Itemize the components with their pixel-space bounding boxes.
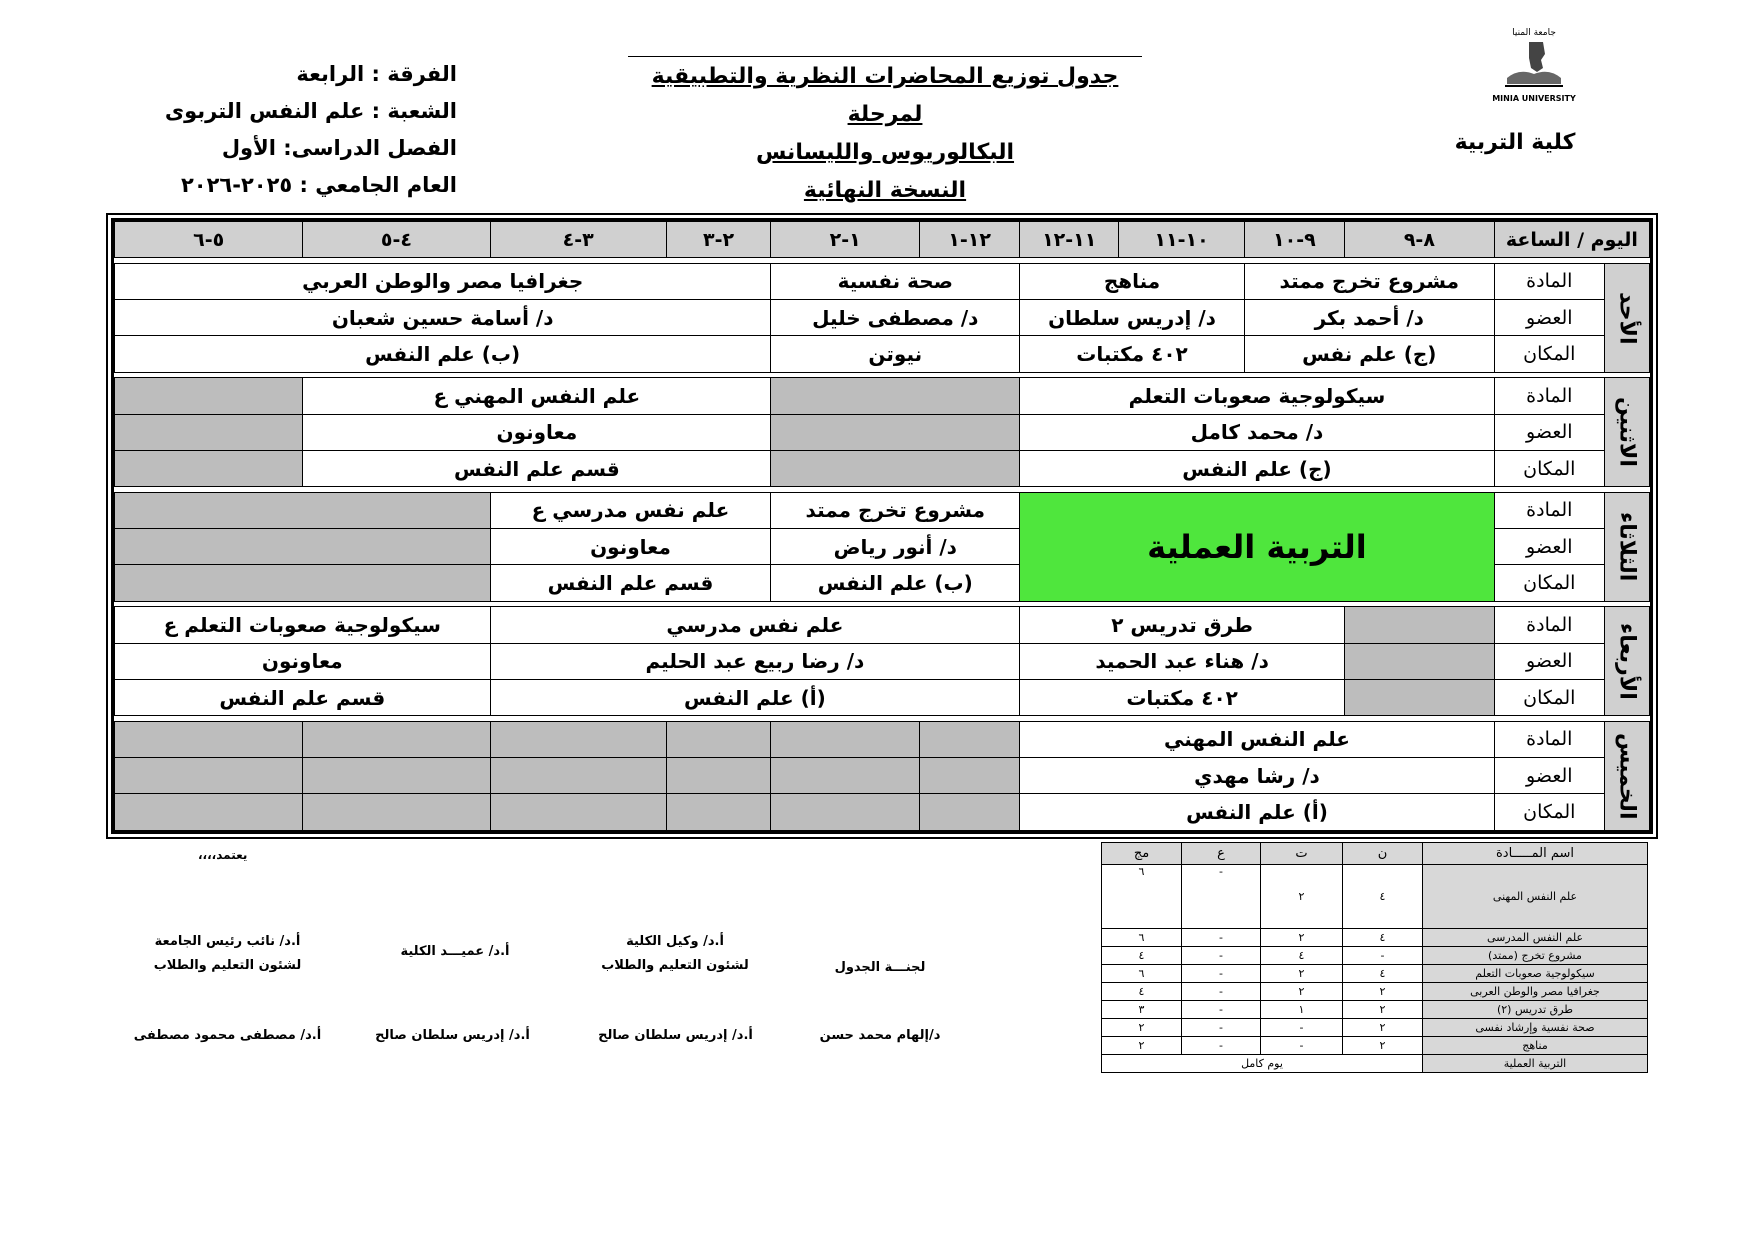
hour-cell: ٥-٦ bbox=[115, 222, 303, 258]
sunday-member-row bbox=[115, 300, 1650, 336]
empty-cell bbox=[115, 378, 303, 414]
empty-cell bbox=[771, 414, 1020, 450]
summary-value: ١ bbox=[1261, 1001, 1343, 1019]
title-line-1: جدول توزيع المحاضرات النظرية والتطبيقية لمرحلة bbox=[651, 64, 1119, 127]
course-cell: علم النفس المهني bbox=[1020, 721, 1495, 757]
summary-value: - bbox=[1343, 947, 1423, 965]
monday-place-row bbox=[115, 450, 1650, 486]
empty-cell bbox=[115, 529, 491, 565]
member-cell: د/ أحمد بكر bbox=[1244, 300, 1494, 336]
day-tuesday: الثلاثاء bbox=[1604, 492, 1649, 601]
thursday-member-row bbox=[115, 757, 1650, 793]
summary-value: ٤ bbox=[1343, 965, 1423, 983]
summary-course-name: سيكولوجية صعوبات التعلم bbox=[1423, 965, 1648, 983]
wednesday-subject-row bbox=[115, 607, 1650, 643]
college-name: كلية التربية bbox=[1454, 130, 1576, 155]
row-label: المكان bbox=[1494, 794, 1604, 831]
wednesday-place-row bbox=[115, 679, 1650, 715]
member-cell: د/ محمد كامل bbox=[1020, 414, 1495, 450]
summary-course-name: جغرافيا مصر والوطن العربى bbox=[1423, 983, 1648, 1001]
row-label: المكان bbox=[1494, 450, 1604, 486]
empty-cell bbox=[115, 565, 491, 601]
hours-header-row bbox=[115, 222, 1650, 258]
title-line-3: النسخة النهائية bbox=[803, 178, 967, 203]
empty-cell bbox=[919, 757, 1019, 793]
course-cell: صحة نفسية bbox=[771, 263, 1020, 299]
course-cell: علم النفس المهني ع bbox=[303, 378, 771, 414]
member-cell: د/ أنور رياض bbox=[771, 529, 1020, 565]
empty-cell bbox=[115, 414, 303, 450]
summary-value: ٢ bbox=[1102, 1019, 1182, 1037]
summary-row bbox=[1102, 1001, 1648, 1019]
empty-cell bbox=[115, 721, 303, 757]
summary-row bbox=[1102, 947, 1648, 965]
summary-value: - bbox=[1261, 1019, 1343, 1037]
place-cell: قسم علم النفس bbox=[490, 565, 771, 601]
empty-cell bbox=[666, 757, 771, 793]
course-cell: جغرافيا مصر والوطن العربي bbox=[115, 263, 771, 299]
summary-value: ٤ bbox=[1102, 983, 1182, 1001]
summary-value: - bbox=[1182, 947, 1261, 965]
summary-value: ٢ bbox=[1261, 865, 1343, 929]
summary-value: ٢ bbox=[1343, 983, 1423, 1001]
dean-signature: أ.د/ عميـــد الكلية bbox=[400, 944, 510, 959]
course-cell: علم نفس مدرسي bbox=[490, 607, 1020, 643]
empty-cell bbox=[771, 450, 1020, 486]
place-cell: قسم علم النفس bbox=[115, 679, 491, 715]
approval-label: يعتمد،،،، bbox=[198, 848, 248, 862]
row-label: المادة bbox=[1494, 721, 1604, 757]
empty-cell bbox=[919, 794, 1019, 831]
empty-cell bbox=[303, 721, 490, 757]
vice-president-name: أ.د/ مصطفى محمود مصطفى bbox=[133, 1028, 322, 1043]
summary-value: ٦ bbox=[1102, 865, 1182, 929]
empty-cell bbox=[1345, 607, 1495, 643]
row-label: المادة bbox=[1494, 492, 1604, 528]
summary-value: - bbox=[1182, 983, 1261, 1001]
summary-value: يوم كامل bbox=[1102, 1055, 1423, 1073]
summary-value: ٤ bbox=[1343, 929, 1423, 947]
vice-president-signature bbox=[140, 930, 315, 978]
university-logo: جامعة المنيا MINIA UNIVERSITY bbox=[1492, 28, 1576, 103]
empty-cell bbox=[115, 757, 303, 793]
sunday-place-row bbox=[115, 336, 1650, 372]
committee-signature bbox=[800, 956, 960, 980]
semester-line: الفصل الدراسى: الأول bbox=[221, 136, 457, 160]
empty-cell bbox=[666, 794, 771, 831]
place-cell: ٤٠٢ مكتبات bbox=[1020, 679, 1345, 715]
hour-cell: ١٢-١ bbox=[919, 222, 1019, 258]
row-label: المادة bbox=[1494, 263, 1604, 299]
hour-cell: ١٠-١١ bbox=[1119, 222, 1245, 258]
summary-value: - bbox=[1182, 1037, 1261, 1055]
empty-cell bbox=[490, 794, 666, 831]
empty-cell bbox=[303, 794, 490, 831]
summary-value: ٤ bbox=[1261, 947, 1343, 965]
practical-education-cell: التربية العملية bbox=[1020, 492, 1495, 601]
vice-dean-signature bbox=[590, 930, 760, 978]
empty-cell bbox=[771, 721, 920, 757]
place-cell: (ج) علم نفس bbox=[1244, 336, 1494, 372]
summary-value: ٢ bbox=[1343, 1037, 1423, 1055]
place-cell: (أ) علم النفس bbox=[1020, 794, 1495, 831]
summary-value: ٢ bbox=[1261, 929, 1343, 947]
summary-course-name: مشروع تخرج (ممتد) bbox=[1423, 947, 1648, 965]
summary-value: - bbox=[1182, 1001, 1261, 1019]
summary-header-cell: ن bbox=[1343, 843, 1423, 865]
summary-value: ٤ bbox=[1102, 947, 1182, 965]
place-cell: (أ) علم النفس bbox=[490, 679, 1020, 715]
course-cell: مشروع تخرج ممتد bbox=[1244, 263, 1494, 299]
day-sunday: الأحد bbox=[1604, 263, 1649, 372]
hour-cell: ٤-٥ bbox=[303, 222, 490, 258]
sunday-subject-row bbox=[115, 263, 1650, 299]
tuesday-subject-row bbox=[115, 492, 1650, 528]
courses-summary-table bbox=[1101, 842, 1647, 1073]
corner-cell: اليوم / الساعة bbox=[1494, 222, 1649, 258]
hour-cell: ١١-١٢ bbox=[1020, 222, 1119, 258]
hour-cell: ٣-٤ bbox=[490, 222, 666, 258]
place-cell: نيوتن bbox=[771, 336, 1020, 372]
thursday-place-row bbox=[115, 794, 1650, 831]
summary-header-cell: ت bbox=[1261, 843, 1343, 865]
signature-title: أ.د/ وكيل الكلية bbox=[626, 934, 724, 949]
summary-course-name: مناهج bbox=[1423, 1037, 1648, 1055]
hour-cell: ١-٢ bbox=[771, 222, 920, 258]
row-label: المكان bbox=[1494, 679, 1604, 715]
signature-title: لجنـــة الجدول bbox=[834, 960, 926, 975]
summary-row bbox=[1102, 1055, 1648, 1073]
summary-course-name: طرق تدريس (٢) bbox=[1423, 1001, 1648, 1019]
summary-value: - bbox=[1261, 1037, 1343, 1055]
course-cell: مشروع تخرج ممتد bbox=[771, 492, 1020, 528]
day-wednesday: الأربعاء bbox=[1604, 607, 1649, 716]
summary-value: ٢ bbox=[1261, 965, 1343, 983]
row-label: العضو bbox=[1494, 643, 1604, 679]
summary-row bbox=[1102, 865, 1648, 929]
row-label: العضو bbox=[1494, 414, 1604, 450]
summary-header-cell: مج bbox=[1102, 843, 1182, 865]
empty-cell bbox=[1345, 643, 1495, 679]
grade-line: الفرقة : الرابعة bbox=[296, 62, 457, 86]
header-info bbox=[165, 56, 457, 204]
row-label: العضو bbox=[1494, 757, 1604, 793]
summary-value: - bbox=[1182, 865, 1261, 929]
row-label: العضو bbox=[1494, 529, 1604, 565]
member-cell: معاونون bbox=[115, 643, 491, 679]
summary-course-name: التربية العملية bbox=[1423, 1055, 1648, 1073]
row-label: المكان bbox=[1494, 336, 1604, 372]
row-label: المادة bbox=[1494, 607, 1604, 643]
summary-row bbox=[1102, 1037, 1648, 1055]
member-cell: د/ إدريس سلطان bbox=[1020, 300, 1245, 336]
summary-value: ٦ bbox=[1102, 929, 1182, 947]
course-cell: مناهج bbox=[1020, 263, 1245, 299]
empty-cell bbox=[115, 492, 491, 528]
summary-row bbox=[1102, 983, 1648, 1001]
summary-value: - bbox=[1182, 1019, 1261, 1037]
member-cell: د/ أسامة حسين شعبان bbox=[115, 300, 771, 336]
row-label: المكان bbox=[1494, 565, 1604, 601]
title-line-2: البكالوريوس والليسانس bbox=[755, 140, 1015, 165]
summary-value: ٣ bbox=[1102, 1001, 1182, 1019]
place-cell: ٤٠٢ مكتبات bbox=[1020, 336, 1245, 372]
year-line: العام الجامعي : ٢٠٢٥-٢٠٢٦ bbox=[180, 173, 457, 197]
empty-cell bbox=[666, 721, 771, 757]
member-cell: د/ هناء عبد الحميد bbox=[1020, 643, 1345, 679]
hour-cell: ٨-٩ bbox=[1345, 222, 1495, 258]
hour-cell: ٢-٣ bbox=[666, 222, 771, 258]
empty-cell bbox=[919, 721, 1019, 757]
member-cell: معاونون bbox=[303, 414, 771, 450]
summary-value: - bbox=[1182, 965, 1261, 983]
place-cell: قسم علم النفس bbox=[303, 450, 771, 486]
member-cell: معاونون bbox=[490, 529, 771, 565]
document-title bbox=[630, 58, 1140, 210]
summary-value: ٢ bbox=[1343, 1001, 1423, 1019]
summary-course-name: علم النفس المدرسى bbox=[1423, 929, 1648, 947]
monday-subject-row bbox=[115, 378, 1650, 414]
thursday-subject-row bbox=[115, 721, 1650, 757]
monday-member-row bbox=[115, 414, 1650, 450]
empty-cell bbox=[115, 794, 303, 831]
summary-value: ٦ bbox=[1102, 965, 1182, 983]
empty-cell bbox=[303, 757, 490, 793]
summary-course-name: صحة نفسية وإرشاد نفسى bbox=[1423, 1019, 1648, 1037]
title-top-line bbox=[628, 56, 1142, 57]
summary-value: ٢ bbox=[1261, 983, 1343, 1001]
day-thursday: الخميس bbox=[1604, 721, 1649, 830]
hour-cell: ٩-١٠ bbox=[1244, 222, 1344, 258]
signature-subtitle: لشئون التعليم والطلاب bbox=[601, 958, 749, 973]
summary-value: - bbox=[1182, 929, 1261, 947]
row-label: المادة bbox=[1494, 378, 1604, 414]
place-cell: (ب) علم النفس bbox=[115, 336, 771, 372]
summary-header-cell: اسم المـــــادة bbox=[1423, 843, 1648, 865]
course-cell: علم نفس مدرسي ع bbox=[490, 492, 771, 528]
member-cell: د/ رضا ربيع عبد الحليم bbox=[490, 643, 1020, 679]
place-cell: (ج) علم النفس bbox=[1020, 450, 1495, 486]
signature-title: أ.د/ نائب رئيس الجامعة bbox=[154, 934, 301, 949]
division-line: الشعبة : علم النفس التربوى bbox=[164, 99, 457, 123]
summary-value: ٤ bbox=[1343, 865, 1423, 929]
course-cell: سيكولوجية صعوبات التعلم ع bbox=[115, 607, 491, 643]
wednesday-member-row bbox=[115, 643, 1650, 679]
summary-header-row bbox=[1102, 843, 1648, 865]
member-cell: د/ رشا مهدي bbox=[1020, 757, 1495, 793]
empty-cell bbox=[115, 450, 303, 486]
empty-cell bbox=[771, 378, 1020, 414]
empty-cell bbox=[1345, 679, 1495, 715]
place-cell: (ب) علم النفس bbox=[771, 565, 1020, 601]
member-cell: د/ مصطفى خليل bbox=[771, 300, 1020, 336]
schedule-table bbox=[111, 218, 1653, 834]
signature-subtitle: لشئون التعليم والطلاب bbox=[153, 958, 302, 973]
summary-row bbox=[1102, 929, 1648, 947]
vice-dean-name: أ.د/ إدريس سلطان صالح bbox=[598, 1028, 753, 1043]
day-monday: الاثنين bbox=[1604, 378, 1649, 487]
dean-name: أ.د/ إدريس سلطان صالح bbox=[375, 1028, 530, 1043]
summary-row bbox=[1102, 1019, 1648, 1037]
course-cell: طرق تدريس ٢ bbox=[1020, 607, 1345, 643]
empty-cell bbox=[490, 721, 666, 757]
empty-cell bbox=[490, 757, 666, 793]
row-label: العضو bbox=[1494, 300, 1604, 336]
empty-cell bbox=[771, 757, 920, 793]
summary-value: ٢ bbox=[1102, 1037, 1182, 1055]
summary-value: ٢ bbox=[1343, 1019, 1423, 1037]
summary-row bbox=[1102, 965, 1648, 983]
empty-cell bbox=[771, 794, 920, 831]
course-cell: سيكولوجية صعوبات التعلم bbox=[1020, 378, 1495, 414]
summary-course-name: علم النفس المهنى bbox=[1423, 865, 1648, 929]
summary-header-cell: ع bbox=[1182, 843, 1261, 865]
committee-name: د/إلهام محمد حسن bbox=[819, 1028, 941, 1043]
nefertiti-icon bbox=[1499, 38, 1569, 90]
